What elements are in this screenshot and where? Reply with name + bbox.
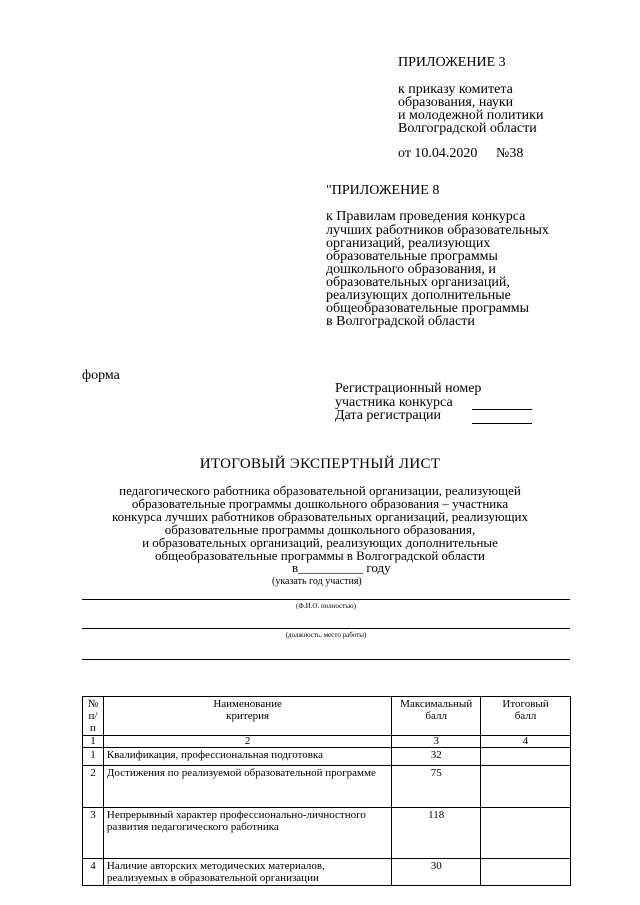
row-criterion: Наличие авторских методических материалов, реализуемых в образовательной организации bbox=[103, 859, 391, 886]
extra-field[interactable] bbox=[82, 659, 570, 660]
year-prefix: в bbox=[292, 560, 299, 575]
year-suffix: году bbox=[366, 560, 391, 575]
appendix3-date: от 10.04.2020 bbox=[398, 146, 478, 161]
table-row bbox=[83, 766, 571, 808]
registration-participant-label: участника конкурса bbox=[335, 395, 453, 410]
column-numbers-row bbox=[83, 736, 571, 748]
header-final: Итоговый балл bbox=[481, 697, 571, 736]
appendix8-line: общеобразовательные программы bbox=[326, 301, 530, 316]
row-criterion: Достижения по реализуемой образовательной программе bbox=[103, 766, 391, 808]
subtitle-line: конкурса лучших работников образовательных организаций, реализующих bbox=[111, 509, 529, 524]
fio-hint: (Ф.И.О. полностью) bbox=[296, 602, 356, 610]
row-max-score: 32 bbox=[392, 748, 481, 766]
row-max-score: 75 bbox=[392, 766, 481, 808]
appendix8-title: "ПРИЛОЖЕНИЕ 8 bbox=[326, 183, 440, 198]
registration-number-label: Регистрационный номер bbox=[335, 381, 482, 396]
row-num: 3 bbox=[83, 808, 104, 859]
table-row bbox=[83, 859, 571, 886]
header-name: Наименование критерия bbox=[103, 697, 391, 736]
appendix3-title: ПРИЛОЖЕНИЕ 3 bbox=[398, 55, 506, 70]
subtitle-line: педагогического работника образовательной организации, реализующей bbox=[119, 483, 521, 498]
form-label: форма bbox=[82, 368, 120, 383]
year-blank[interactable]: __________ bbox=[298, 560, 364, 575]
row-final-score[interactable] bbox=[481, 766, 571, 808]
row-criterion: Непрерывный характер профессионально-личностного развития педагогического работника bbox=[103, 808, 391, 859]
document-heading: ИТОГОВЫЙ ЭКСПЕРТНЫЙ ЛИСТ bbox=[199, 456, 441, 472]
row-max-score: 30 bbox=[392, 859, 481, 886]
table-header-row bbox=[83, 697, 571, 736]
appendix8-line: дошкольного образования, и bbox=[326, 262, 496, 277]
appendix8-line: в Волгоградской области bbox=[326, 314, 475, 329]
subtitle-line: образовательные программы дошкольного образования, bbox=[164, 522, 476, 537]
year-line bbox=[292, 561, 391, 574]
col-number: 1 bbox=[83, 736, 104, 748]
row-final-score[interactable] bbox=[481, 859, 571, 886]
appendix3-number: №38 bbox=[496, 146, 524, 161]
appendix3-line: к приказу комитета bbox=[398, 82, 513, 97]
table-row bbox=[83, 748, 571, 766]
subtitle-line: образовательные программы дошкольного образования – участника bbox=[131, 496, 509, 511]
row-final-score[interactable] bbox=[481, 748, 571, 766]
subtitle-line: и образовательных организаций, реализующих дополнительные bbox=[142, 535, 498, 550]
appendix3-line: образования, науки bbox=[398, 95, 514, 110]
year-hint: (указать год участия) bbox=[272, 576, 362, 587]
col-number: 2 bbox=[103, 736, 391, 748]
row-criterion: Квалификация, профессиональная подготовка bbox=[103, 748, 391, 766]
row-final-score[interactable] bbox=[481, 808, 571, 859]
row-max-score: 118 bbox=[392, 808, 481, 859]
position-field[interactable] bbox=[82, 628, 570, 629]
registration-date-blank[interactable] bbox=[472, 423, 532, 424]
header-max: Максимальный балл bbox=[392, 697, 481, 736]
position-hint: (должность, место работы) bbox=[285, 631, 367, 639]
appendix8-line: к Правилам проведения конкурса bbox=[326, 209, 526, 224]
row-num: 1 bbox=[83, 748, 104, 766]
subtitle-line: общеобразовательные программы в Волгоградской области bbox=[154, 548, 485, 563]
table-row bbox=[83, 808, 571, 859]
appendix8-line: образовательных организаций, bbox=[326, 275, 510, 290]
header-num: № п/п bbox=[83, 697, 104, 736]
appendix8-line: организаций, реализующих bbox=[326, 236, 491, 251]
criteria-table bbox=[82, 696, 571, 886]
col-number: 4 bbox=[481, 736, 571, 748]
appendix8-line: лучших работников образовательных bbox=[326, 223, 549, 238]
fio-field[interactable] bbox=[82, 599, 570, 600]
col-number: 3 bbox=[392, 736, 481, 748]
appendix8-line: реализующих дополнительные bbox=[326, 288, 511, 303]
registration-number-blank[interactable] bbox=[472, 409, 532, 410]
appendix3-line: и молодежной политики bbox=[398, 108, 544, 123]
appendix3-line: Волгоградской области bbox=[398, 121, 537, 136]
appendix8-line: образовательные программы bbox=[326, 249, 498, 264]
row-num: 4 bbox=[83, 859, 104, 886]
row-num: 2 bbox=[83, 766, 104, 808]
registration-date-label: Дата регистрации bbox=[335, 408, 442, 423]
